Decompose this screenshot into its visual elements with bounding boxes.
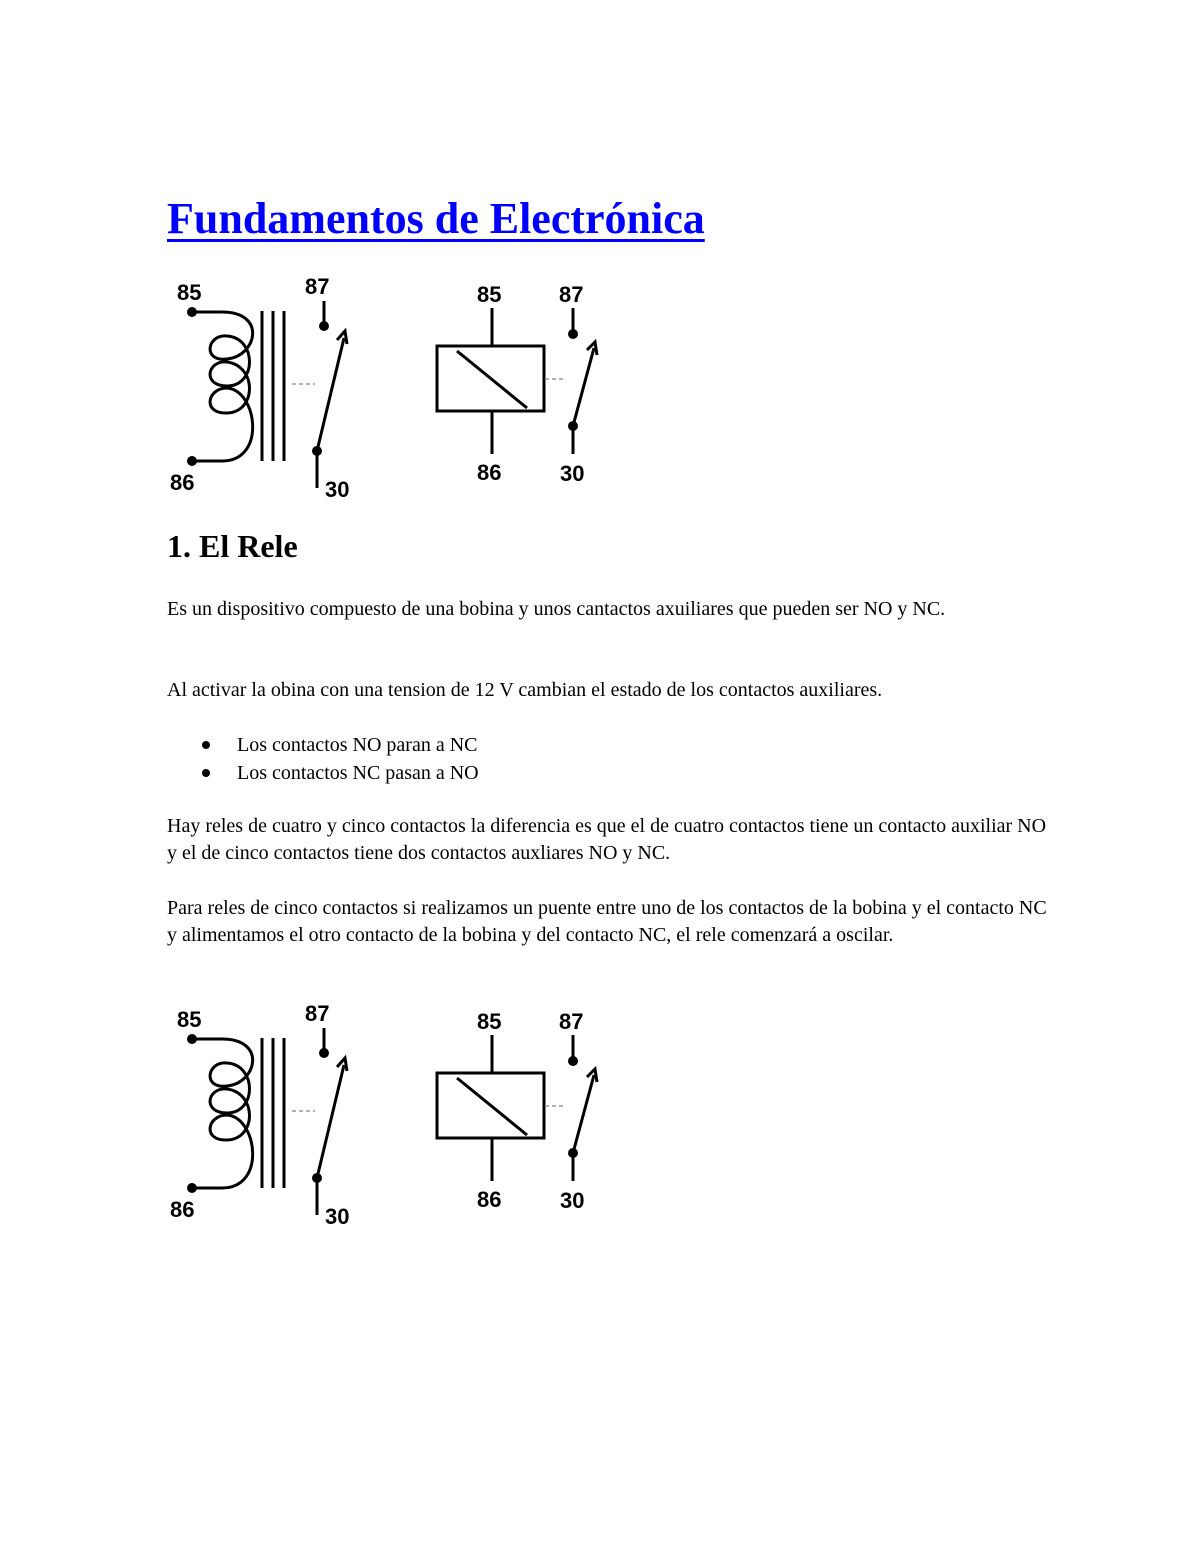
paragraph: Es un dispositivo compuesto de una bobina y unos cantactos axuiliares que pueden ser NO y NC. [167, 598, 946, 620]
pin-label-30: 30 [325, 1204, 350, 1229]
pin-dot [568, 421, 578, 431]
pin-label-87: 87 [559, 1009, 584, 1034]
pin-label-85: 85 [177, 280, 202, 305]
paragraph: Hay reles de cuatro y cinco contactos la diferencia es que el de cuatro contactos tiene un contacto auxiliar NO y el de cinco contactos tiene dos contactos auxliares NO y NC. [167, 815, 1047, 864]
list-item-text: Los contactos NC pasan a NO [237, 762, 479, 784]
relay-schematic-top [167, 276, 607, 506]
pin-label-30: 30 [325, 477, 350, 502]
list-item [167, 759, 479, 787]
section-heading: 1. El Rele [167, 528, 298, 564]
relay-box-symbol [437, 1035, 544, 1181]
pin-label-87: 87 [305, 1003, 330, 1026]
paragraph: Para reles de cinco contactos si realizamos un puente entre uno de los contactos de la bobina y el contacto NC y alimentamos el otro contacto de la bobina y del contacto NC, el rele comenzará a oscilar. [167, 897, 1047, 946]
pin-dot [187, 456, 197, 466]
pin-label-30: 30 [560, 1188, 585, 1213]
list-item [167, 731, 479, 759]
pin-label-86: 86 [477, 1187, 502, 1212]
relay-diagram-bottom [167, 1003, 607, 1238]
pin-label-86: 86 [170, 1197, 195, 1222]
paragraph: Al activar la obina con una tension de 12 V cambian el estado de los contactos auxiliares. [167, 679, 883, 701]
pin-dot [187, 1183, 197, 1193]
switch-contact [573, 1035, 597, 1181]
bullet-icon [202, 769, 210, 777]
pin-dot [187, 307, 197, 317]
coil-symbol [192, 311, 284, 461]
pin-label-30: 30 [560, 461, 585, 486]
relay-box-symbol [437, 308, 544, 454]
pin-label-87: 87 [559, 282, 584, 307]
pin-dot [312, 446, 322, 456]
pin-dot [319, 1048, 329, 1058]
pin-dot [187, 1034, 197, 1044]
pin-label-87: 87 [305, 276, 330, 299]
pin-dot [319, 321, 329, 331]
document-title[interactable]: Fundamentos de Electrónica [167, 194, 705, 243]
pin-label-86: 86 [477, 460, 502, 485]
pin-label-85: 85 [177, 1007, 202, 1032]
pin-label-85: 85 [477, 282, 502, 307]
pin-label-85: 85 [477, 1009, 502, 1034]
pin-dot [568, 329, 578, 339]
pin-dot [568, 1148, 578, 1158]
pin-dot [568, 1056, 578, 1066]
pin-label-86: 86 [170, 470, 195, 495]
pin-dot [312, 1173, 322, 1183]
relay-diagram-top [167, 276, 607, 511]
relay-schematic-bottom [167, 1003, 607, 1233]
bullet-list [167, 731, 479, 787]
switch-contact [573, 308, 597, 454]
bullet-icon [202, 741, 210, 749]
coil-symbol [192, 1038, 284, 1188]
list-item-text: Los contactos NO paran a NC [237, 734, 478, 756]
